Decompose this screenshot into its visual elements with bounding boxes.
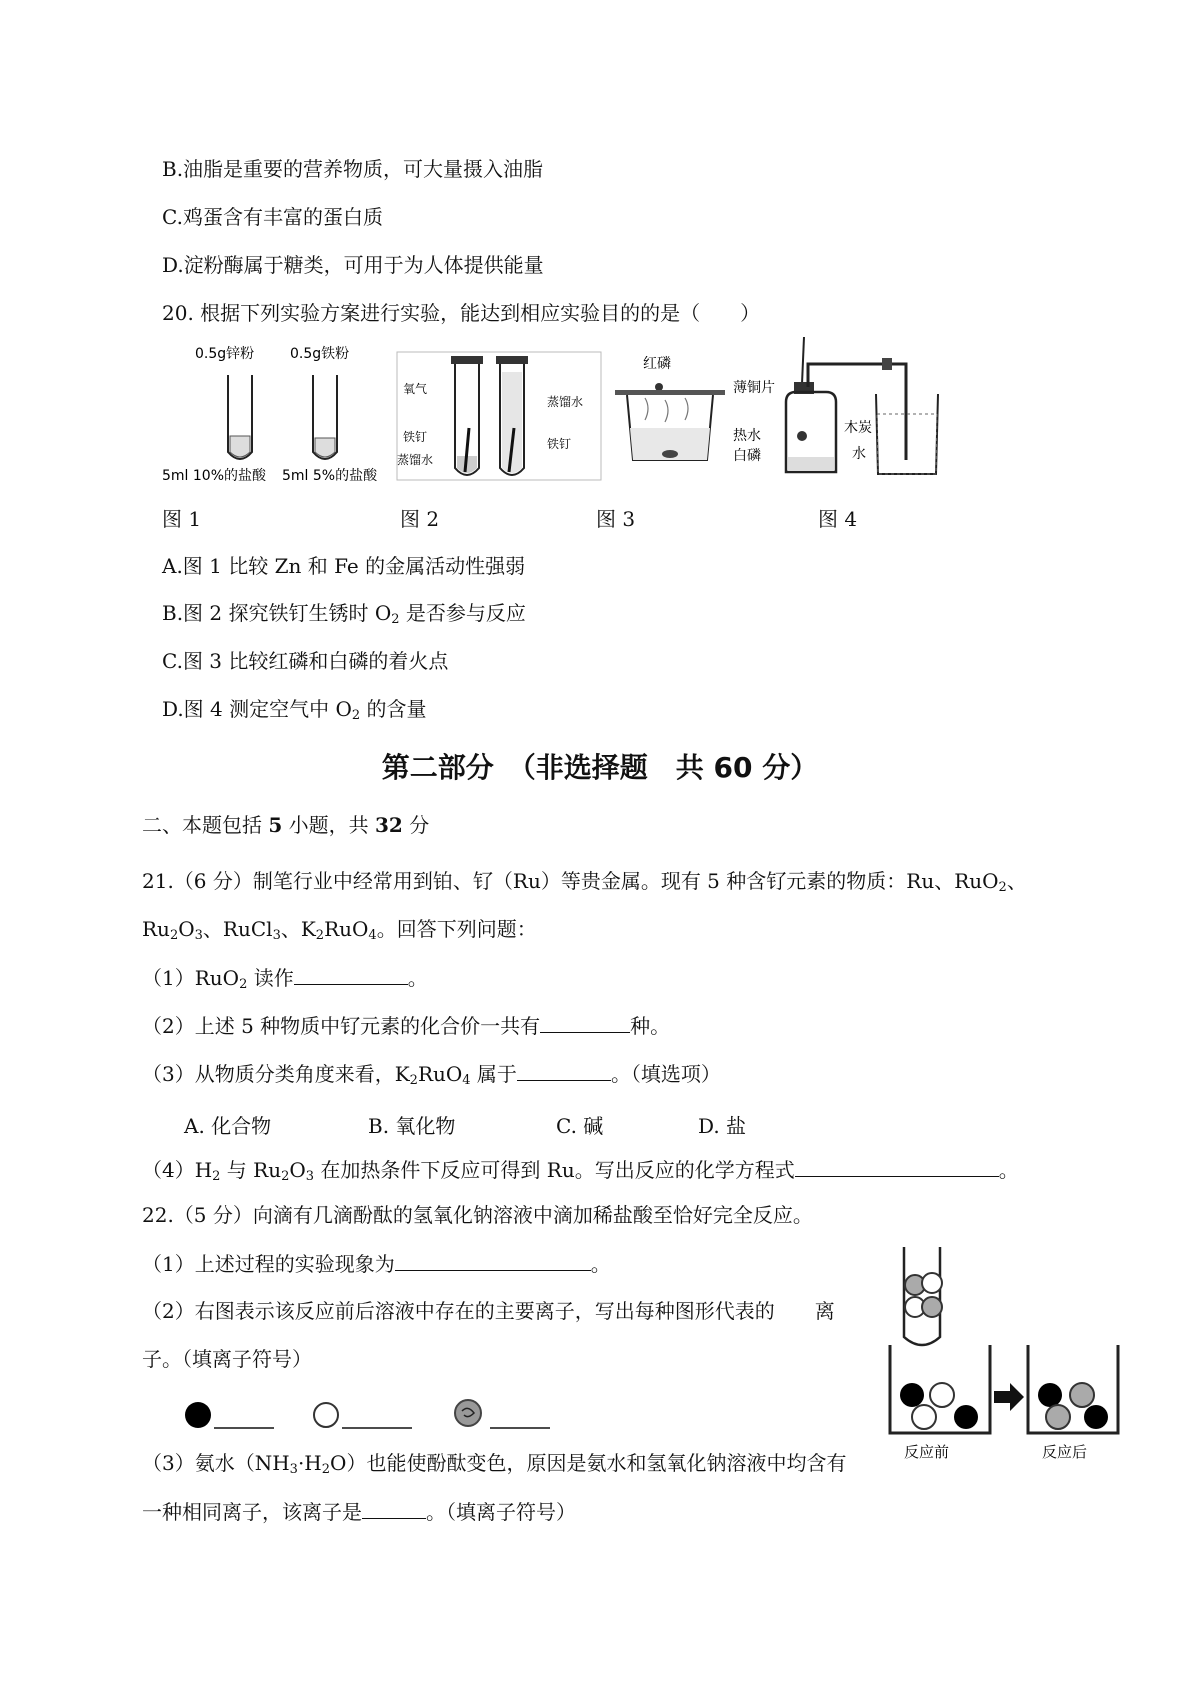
fig2-label-nail-right: 铁钉 [547,437,572,451]
q19-option-d: D.淀粉酶属于糖类，可用于为人体提供能量 [162,253,544,277]
fig2-label-oxygen: 氧气 [403,382,428,396]
figure-1-caption: 图 1 [162,507,202,531]
q21-part1: （1）RuO$_2$ 读作 。 [142,966,428,992]
label-after: 反应后 [1042,1443,1088,1461]
fig3-white-p [662,450,678,458]
q21-part4: $(4)H_2$ 与 $Ru_2O_3$ 在加热条件下反应可得到 Ru。写出反应的化学方程式 。 [142,1158,1019,1184]
ion-white-circle-icon [314,1403,338,1427]
figure-1 [160,340,405,485]
reaction-arrow-icon [994,1383,1024,1411]
q21-part3-blank[interactable] [517,1060,611,1081]
fig4-label-water: 水 [852,446,866,462]
label-before: 反应前 [904,1443,950,1461]
fig1-acid-label-b: 5ml 5%的盐酸 [282,468,378,484]
fig4-clamp [882,358,892,370]
fig3-copper-sheet [615,390,725,395]
q20-option-b: B.图 2 探究铁钉生锈时 $O_2$ 是否参与反应 [162,601,526,627]
fig3-label-red-p: 红磷 [643,356,671,372]
q21-choice-d: D. 盐 [698,1114,747,1138]
q22-part2-line2: 子。（填离子符号） [142,1347,312,1371]
fig2-stopper-right [496,356,528,364]
q21-choice-a: A. 化合物 [184,1114,272,1138]
q21-part3: （3）从物质分类角度来看，$K_2RuO_4$ 属于 。（填选项） [142,1062,721,1088]
q20-stem: 20. 根据下列实验方案进行实验，能达到相应实验目的的是（ ） [162,301,761,325]
fig4-charcoal [797,431,807,441]
fig2-label-water-right: 蒸馏水 [547,395,584,409]
q20-option-c: C.图 3 比较红磷和白磷的着火点 [162,649,449,673]
q21-part2-blank[interactable] [540,1012,630,1033]
figure-2 [395,350,605,485]
figure-3-caption: 图 3 [596,507,636,531]
part-two-intro: 二、本题包括 5 小题，共 32 分 [142,813,430,837]
q22-part1-blank[interactable] [395,1250,591,1271]
ion-gray-circle-icon [455,1400,481,1426]
fig1-label-zinc: 0.5g锌粉 [195,346,255,362]
fig4-label-charcoal: 木炭 [844,420,872,436]
figure-3 [615,350,785,475]
q21-stem-line1: 21.（6 分）制笔行业中经常用到铂、钌（Ru）等贵金属。现有 5 种含钌元素的物质：Ru、RuO$_2$、 [142,869,1027,895]
q22-part2-line1: （2）右图表示该反应前后溶液中存在的主要离子，写出每种图形代表的 离 [142,1299,835,1323]
q22-stem: 22.（5 分）向滴有几滴酚酞的氢氧化钠溶液中滴加稀盐酸至恰好完全反应。 [142,1203,813,1227]
fig3-label-white-p: 白磷 [733,448,761,464]
q21-choice-b: B. 氧化物 [368,1114,456,1138]
q22-ion-legend [178,1395,558,1435]
fig1-acid-a [230,436,250,457]
q21-part1-blank[interactable] [294,964,408,985]
figure-4 [778,332,948,480]
dropper-tube [904,1247,940,1345]
figure-2-caption: 图 2 [400,507,440,531]
fig3-label-copper: 薄铜片 [733,380,775,396]
q22-part3-line2: 一种相同离子，该离子是 。（填离子符号） [142,1500,576,1524]
fig1-label-iron: 0.5g铁粉 [290,346,350,362]
fig2-stopper-left [451,356,483,364]
part-two-title: 第二部分 （非选择题 共 60 分） [381,751,819,784]
fig2-label-water-left: 蒸馏水 [397,453,434,467]
ion-black-circle-icon [185,1402,211,1428]
q22-reaction-diagram [882,1245,1122,1465]
q21-part2: （2）上述 5 种物质中钌元素的化合价一共有 种。 [142,1014,671,1038]
q19-option-c: C.鸡蛋含有丰富的蛋白质 [162,205,383,229]
q21-choice-c: C. 碱 [556,1114,604,1138]
fig1-acid-label-a: 5ml 10%的盐酸 [162,468,267,484]
q21-stem-line2: $Ru_2O_3$、RuCl$_3$、$K_2RuO_4$。回答下列问题： [142,917,537,943]
q21-part4-blank[interactable] [795,1156,999,1177]
fig1-acid-b [315,438,335,457]
q22-part3-line1: （3）氨水$(NH_3\cdot H_2O)$也能使酚酞变色，原因是氨水和氢氧化钠溶液中均含有 [142,1451,847,1477]
figure-4-caption: 图 4 [818,507,858,531]
q20-option-d: D.图 4 测定空气中 $O_2$ 的含量 [162,697,427,723]
fig4-rod [802,337,804,384]
q19-option-b: B.油脂是重要的营养物质，可大量摄入油脂 [162,157,544,181]
q20-option-a: A.图 1 比较 Zn 和 Fe 的金属活动性强弱 [162,554,526,578]
q22-part1: （1）上述过程的实验现象为 。 [142,1252,611,1276]
fig3-label-hot-water: 热水 [733,428,761,444]
q22-part3-blank[interactable] [362,1498,426,1519]
fig2-label-nail-left: 铁钉 [403,430,428,444]
fig3-red-p-dot [655,383,663,391]
